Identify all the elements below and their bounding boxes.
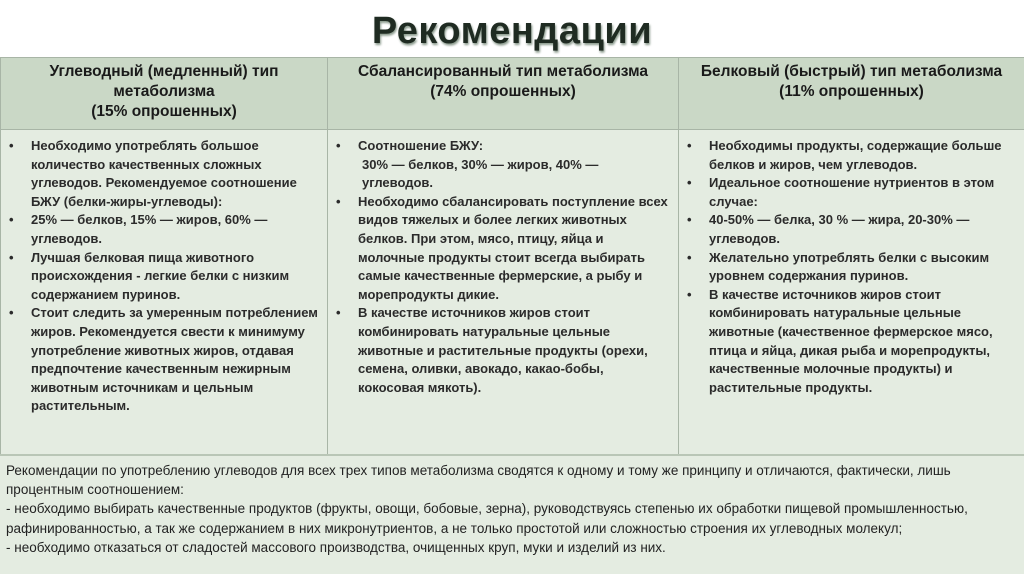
list-item	[685, 137, 1018, 174]
bullet-list	[7, 137, 321, 416]
cell-carb-type	[1, 130, 328, 455]
list-item	[685, 174, 1018, 211]
bullet-icon: •	[687, 249, 692, 265]
list-item-text: Желательно употреблять белки с высоким уровнем содержания пуринов.	[709, 249, 990, 284]
list-item	[7, 137, 321, 211]
list-item-text: Необходимо употреблять большое количество качественных сложных углеводов. Рекомендуемое соотношение БЖУ (белки-жиры-углеводы):	[31, 138, 297, 209]
bullet-icon: •	[687, 138, 692, 153]
list-item-text: Необходимы продукты, содержащие больше белков и жиров, чем углеводов.	[709, 138, 1002, 172]
list-item-text: Стоит следить за умеренным потреблением жиров. Рекомендуется свести к минимуму употребление животных жиров, отдавая предпочтение качественным нежирным животным источникам и цельным растительным.	[31, 305, 318, 414]
summary-line: - необходимо выбирать качественные продуктов (фрукты, овощи, бобовые, зерна), руководствуясь степенью их обработки пищевой промышленностью, рафинированностью, а так же содержанием в них микронутриентов, а не только простотой или сложностью строения их углеводных молекул;	[6, 501, 968, 536]
list-item-text: 25% — белков, 15% — жиров, 60% — углеводов.	[31, 212, 268, 246]
list-item	[7, 249, 321, 305]
list-item	[334, 193, 672, 305]
header-line: метаболизма	[113, 83, 215, 100]
header-line: (11% опрошенных)	[779, 83, 924, 100]
cell-balanced-type	[328, 130, 679, 455]
summary-line: - необходимо отказаться от сладостей массового производства, очищенных круп, муки и изделий из них.	[6, 539, 666, 555]
header-line: Белковый (быстрый) тип метаболизма	[700, 63, 1003, 80]
list-item-text: В качестве источников жиров стоит комбинировать натуральные цельные животные и растительные продукты (орехи, семена, оливки, авокадо, какао-бобы, кокосовая мякоть).	[358, 305, 648, 395]
metabolism-table	[0, 57, 1024, 455]
bullet-icon: •	[9, 212, 14, 228]
bullet-icon: •	[687, 212, 692, 228]
table-header-row	[1, 58, 1024, 130]
bullet-icon: •	[9, 305, 14, 321]
bullet-list	[334, 137, 672, 397]
list-item-text: Идеальное соотношение нутриентов в этом случае:	[709, 175, 995, 209]
bullet-icon: •	[9, 138, 14, 153]
bullet-icon: •	[336, 193, 341, 209]
bullet-list	[685, 137, 1018, 397]
list-item	[7, 304, 321, 416]
bullet-icon: •	[687, 175, 692, 191]
cell-protein-type	[679, 130, 1024, 455]
list-item	[334, 156, 672, 193]
header-carb-type	[1, 58, 328, 130]
list-item-text: Лучшая белковая пища животного происхождения - легкие белки с низким содержанием пуринов.	[31, 249, 290, 302]
bullet-icon: •	[687, 286, 692, 302]
summary-line: Рекомендации по употреблению углеводов для всех трех типов метаболизма сводятся к одному и тому же принципу и отличаются, фактически, лишь процентным соотношением:	[6, 463, 951, 498]
list-item-text: Соотношение БЖУ:	[358, 138, 484, 153]
list-item-text: В качестве источников жиров стоит комбинировать натуральные цельные животные (качественное фермерское мясо, птица и яйца, дикая рыба и морепродукты, качественные молочные продукты) и растительные продукты.	[709, 286, 993, 395]
list-item	[334, 304, 672, 397]
list-item	[685, 211, 1018, 248]
bullet-icon: •	[336, 305, 341, 321]
header-protein-type	[679, 58, 1024, 130]
header-line: Сбалансированный тип метаболизма	[358, 63, 648, 80]
header-line: (15% опрошенных)	[91, 103, 237, 120]
bullet-icon: •	[9, 249, 14, 265]
list-item-text: 30% — белков, 30% — жиров, 40% — углеводов.	[362, 156, 599, 191]
header-line: Углеводный (медленный) тип	[49, 63, 279, 80]
bullet-icon: •	[336, 138, 341, 153]
list-item	[685, 249, 1018, 286]
header-balanced-type	[328, 58, 679, 130]
list-item-text: Необходимо сбалансировать поступление всех видов тяжелых и более легких животных белков. При этом, мясо, птицу, яйца и молочные продукты стоит всегда выбирать самые качественные фермерские, а рыбу и морепродукты дикие.	[358, 193, 668, 302]
list-item	[685, 286, 1018, 398]
page-title: Рекомендации	[371, 10, 653, 52]
list-item-text: 40-50% — белка, 30 % — жира, 20-30% — углеводов.	[709, 212, 970, 246]
summary-box	[0, 454, 1024, 574]
table-body-row	[1, 130, 1024, 455]
list-item	[334, 137, 672, 156]
header-line: (74% опрошенных)	[430, 83, 576, 100]
list-item	[7, 211, 321, 248]
